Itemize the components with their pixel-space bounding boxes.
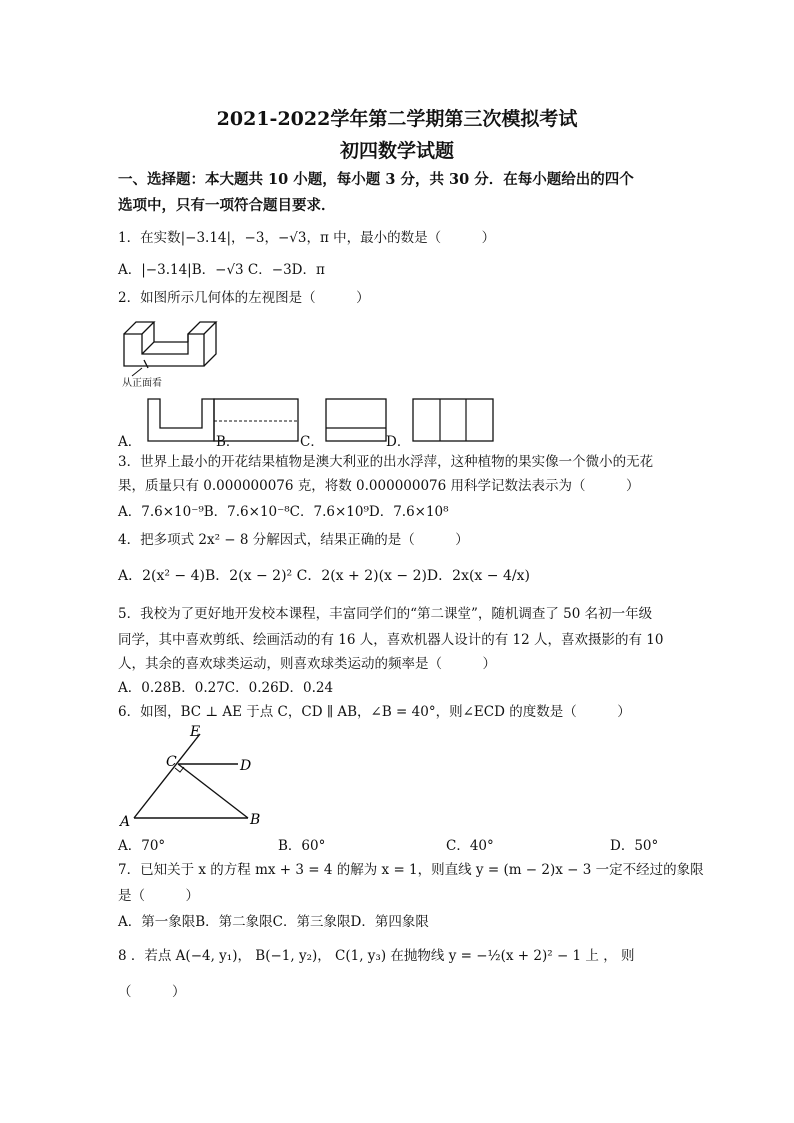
q2-option-c-label: C．: [300, 434, 324, 450]
q5-line1: 5．我校为了更好地开发校本课程，丰富同学们的“第二课堂”，随机调查了 50 名初一年级: [118, 606, 653, 622]
exam-subtitle: 初四数学试题: [339, 140, 454, 162]
q7-line2: 是（ ）: [118, 888, 199, 904]
q4-options: A．2(x² − 4)B．2(x − 2)² C．2(x + 2)(x − 2)D．2x(x − 4/x): [118, 568, 530, 584]
q2-option-a-label: A．: [118, 434, 142, 450]
q6-label-a: A: [120, 814, 131, 830]
q2-option-d-label: D．: [386, 434, 411, 450]
q6-option-d: D．50°: [610, 838, 659, 854]
q3-line2: 果，质量只有 0.000000076 克，将数 0.000000076 用科学记数法表示为（ ）: [118, 478, 640, 494]
q6-label-d: D: [240, 758, 252, 774]
q6-label-b: B: [250, 812, 261, 828]
section-heading-line1: 一、选择题：本大题共 10 小题，每小题 3 分，共 30 分．在每小题给出的四个: [118, 171, 634, 188]
q6-line-cb: [178, 764, 248, 818]
q6-stem: 6．如图，BC ⊥ AE 于点 C，CD ∥ AB，∠B = 40°，则∠ECD 的度数是（ ）: [118, 704, 631, 720]
q6-line-ae: [134, 734, 200, 818]
q2-option-b-figure: [213, 398, 299, 442]
q3-options: A．7.6×10⁻⁹B．7.6×10⁻⁸C．7.6×10⁹D．7.6×10⁸: [118, 504, 449, 520]
q5-line3: 人，其余的喜欢球类运动，则喜欢球类运动的频率是（ ）: [118, 656, 496, 672]
q6-label-c: C: [166, 754, 177, 770]
q5-line2: 同学，其中喜欢剪纸、绘画活动的有 16 人，喜欢机器人设计的有 12 人，喜欢摄影的有 10: [118, 632, 664, 648]
exam-title: 2021-2022学年第二学期第三次模拟考试: [216, 108, 578, 130]
q2-option-b-label: B．: [216, 434, 240, 450]
q1-stem: 1．在实数|−3.14|，−3，−√3，π 中，最小的数是（ ）: [118, 230, 496, 246]
q2-stem: 2．如图所示几何体的左视图是（ ）: [118, 290, 370, 306]
q4-stem: 4．把多项式 2x² − 8 分解因式，结果正确的是（ ）: [118, 532, 469, 548]
q5-options: A．0.28B．0.27C．0.26D．0.24: [118, 680, 334, 696]
q7-options: A．第一象限B．第二象限C．第三象限D．第四象限: [118, 914, 429, 930]
section-heading-line2: 选项中，只有一项符合题目要求．: [118, 197, 336, 214]
q6-geometry-figure: [118, 724, 278, 828]
q8-line1: 8 ．若点 A(−4, y₁)， B(−1, y₂)， C(1, y₃) 在抛物线 y = −½(x + 2)² − 1 上 ， 则: [118, 948, 635, 964]
q6-option-a: A．70°: [118, 838, 166, 854]
q6-label-e: E: [190, 724, 201, 740]
q3-line1: 3．世界上最小的开花结果植物是澳大利亚的出水浮萍，这种植物的果实像一个微小的无花: [118, 454, 654, 470]
q2-option-c-figure: [325, 398, 387, 442]
q1-options: A．|−3.14|B．−√3 C．−3D．π: [118, 262, 325, 278]
q2-option-a-figure: [147, 398, 215, 442]
q2-option-d-figure: [412, 398, 494, 442]
q2-view-label: 从正面看: [122, 378, 162, 389]
q7-line1: 7．已知关于 x 的方程 mx + 3 = 4 的解为 x = 1，则直线 y = (m − 2)x − 3 一定不经过的象限: [118, 862, 704, 878]
q8-line2: （ ）: [118, 984, 186, 1000]
q6-option-c: C．40°: [446, 838, 494, 854]
q6-option-b: B．60°: [278, 838, 326, 854]
